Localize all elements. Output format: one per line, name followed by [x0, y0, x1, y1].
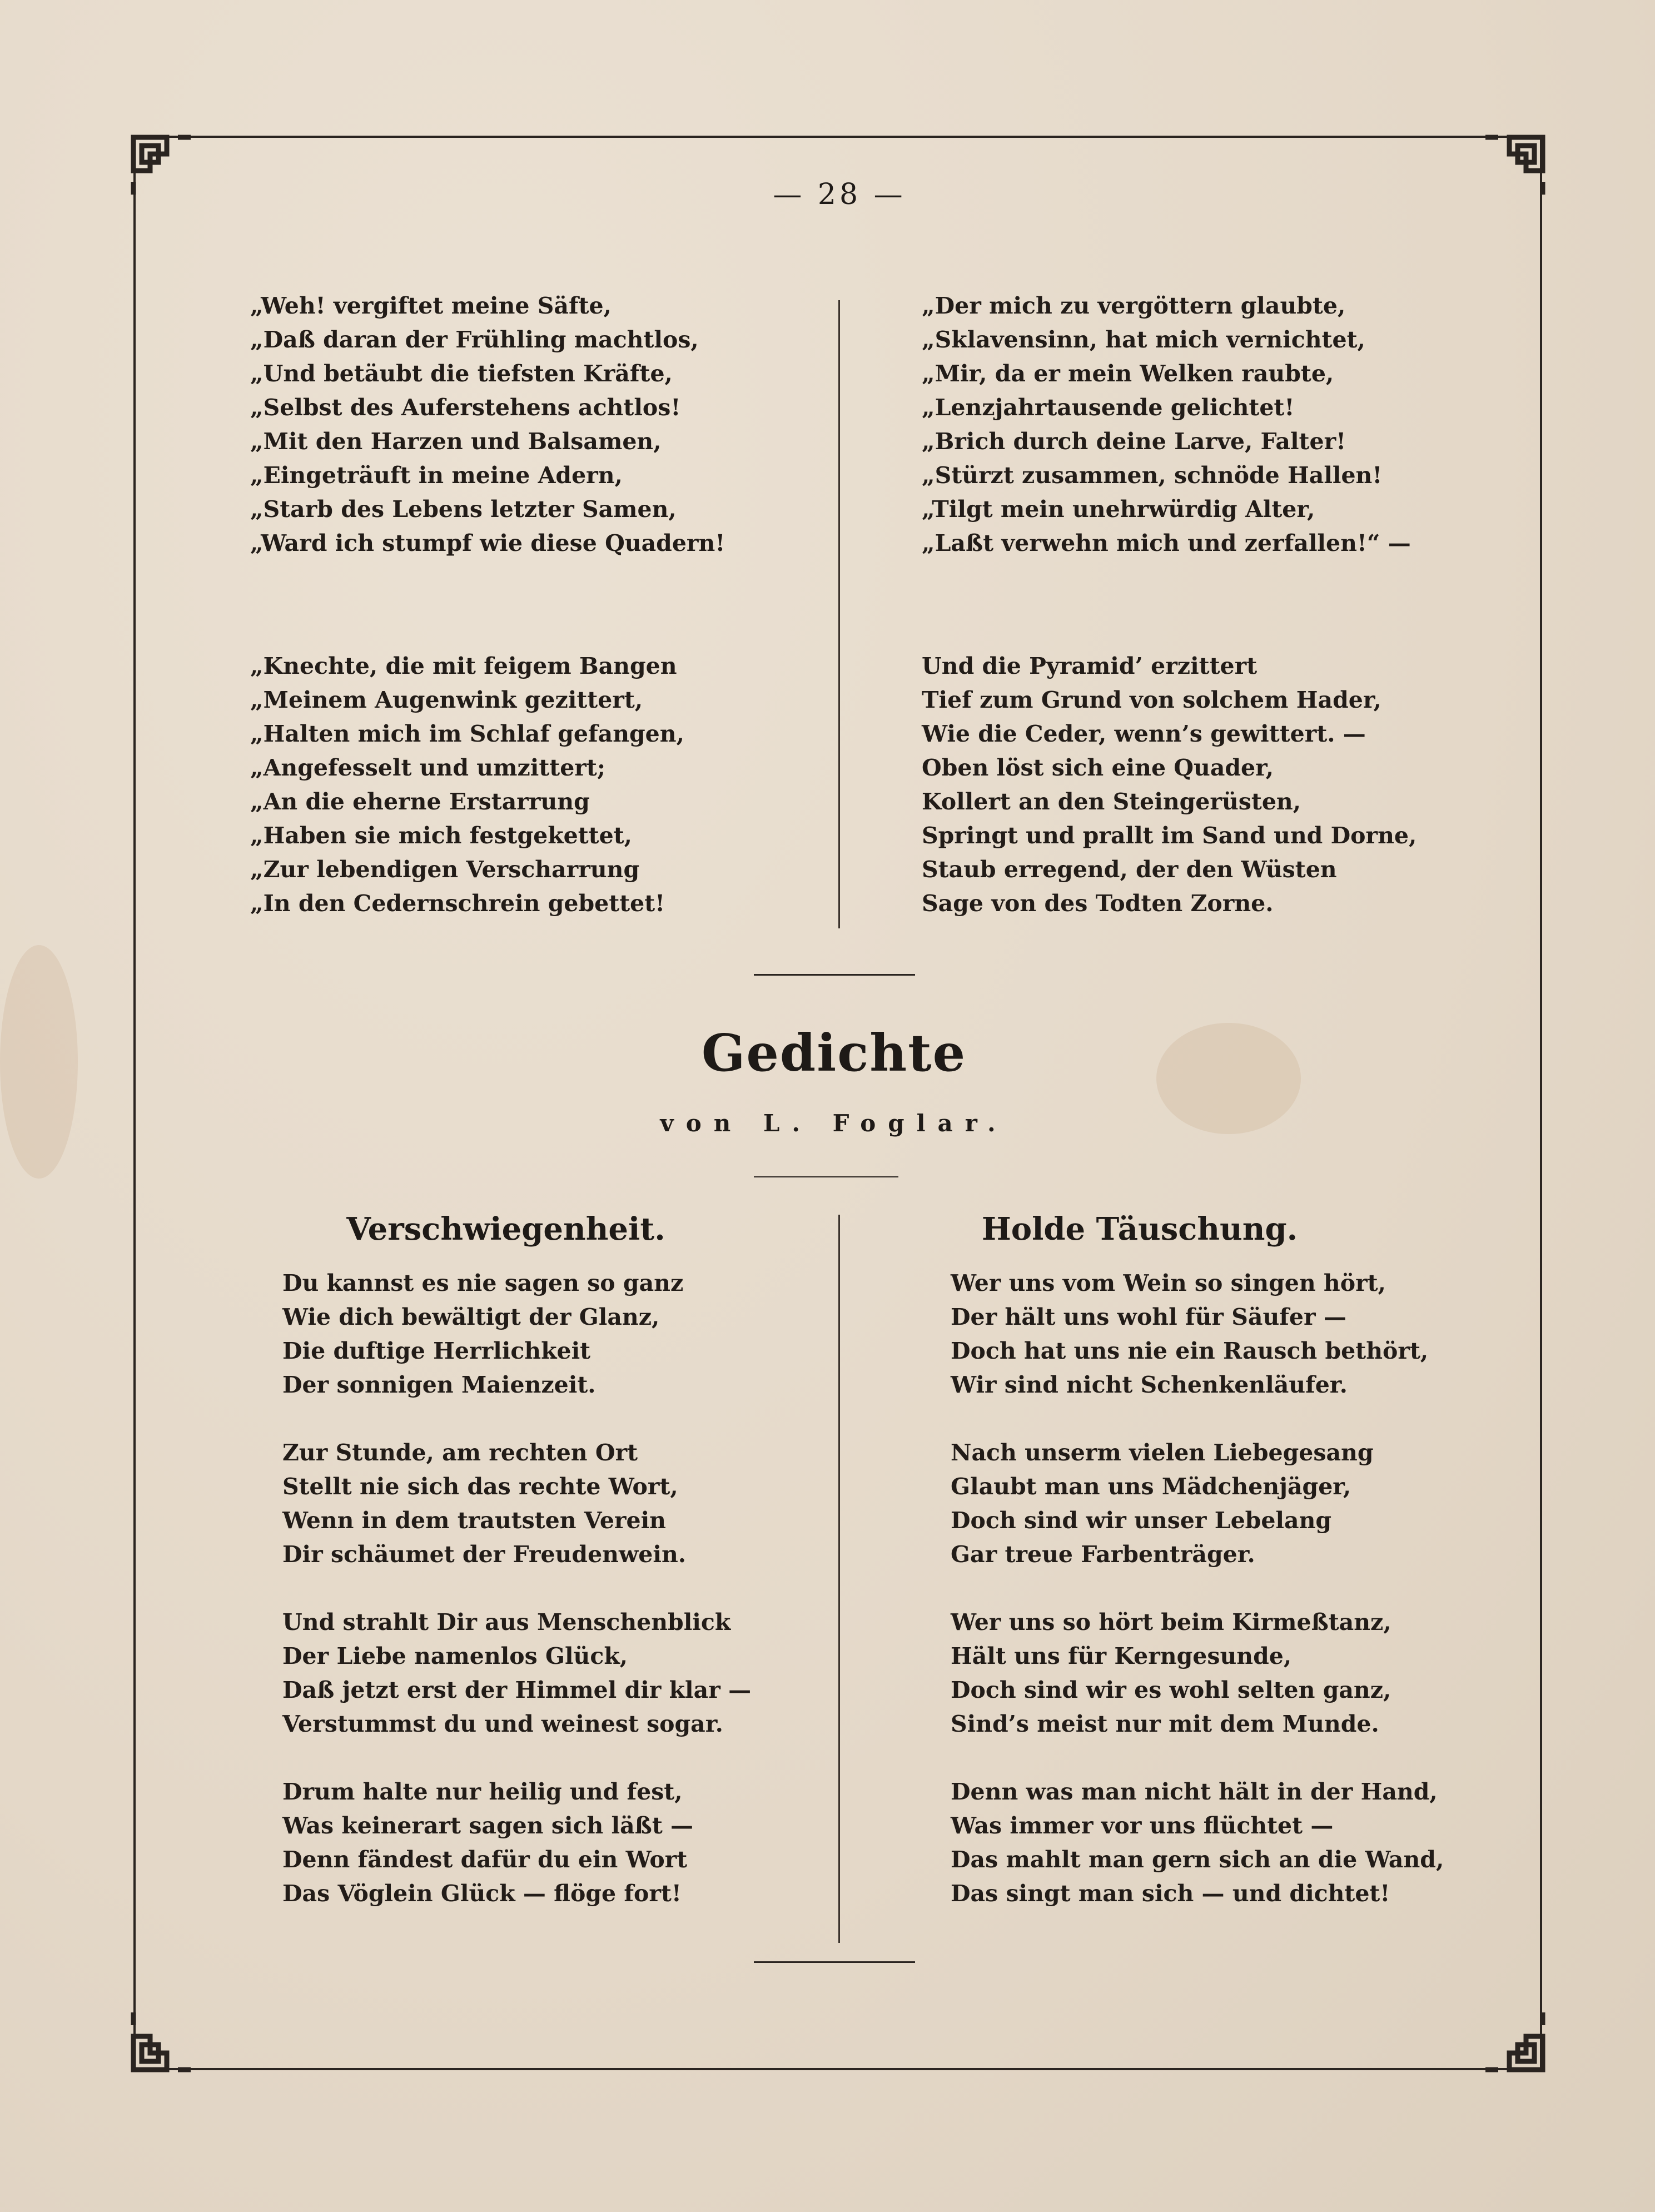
verse-line: „Selbst des Auferstehens achtlos!: [250, 394, 681, 421]
verse-line: Der hält uns wohl für Säufer —: [951, 1304, 1346, 1330]
section-rule: [754, 974, 915, 976]
verse-line: „Ward ich stumpf wie diese Quadern!: [250, 530, 725, 556]
author-byline: von L. Foglar.: [660, 1110, 1008, 1137]
verse-line: „Der mich zu vergöttern glaubte,: [922, 292, 1346, 319]
stanza: [282, 1605, 751, 1741]
verse-line: Sind’s meist nur mit dem Munde.: [951, 1711, 1379, 1737]
column-divider: [838, 300, 840, 928]
verse-line: Und die Pyramid’ erzittert: [922, 653, 1258, 679]
verse-line: Oben löst sich eine Quader,: [922, 754, 1274, 781]
verse-line: „Halten mich im Schlaf gefangen,: [250, 720, 684, 747]
stanza: [250, 649, 684, 921]
stanza: [282, 1775, 693, 1911]
verse-line: „Brich durch deine Larve, Falter!: [922, 428, 1346, 455]
paper-stain: [0, 945, 78, 1179]
verse-line: „Meinem Augenwink gezittert,: [250, 687, 643, 713]
verse-line: Tief zum Grund von solchem Hader,: [922, 687, 1381, 713]
verse-line: Das singt man sich — und dichtet!: [951, 1880, 1390, 1907]
verse-line: Zur Stunde, am rechten Ort: [282, 1439, 638, 1466]
verse-line: „Stürzt zusammen, schnöde Hallen!: [922, 462, 1383, 489]
stanza: [282, 1436, 686, 1572]
stanza: [250, 289, 725, 560]
stanza: [951, 1436, 1373, 1572]
verse-line: „Starb des Lebens letzter Samen,: [250, 496, 677, 523]
verse-line: Der Liebe namenlos Glück,: [282, 1643, 628, 1669]
verse-line: „Weh! vergiftet meine Säfte,: [250, 292, 612, 319]
verse-line: Wenn in dem trautsten Verein: [282, 1507, 666, 1534]
verse-line: Sage von des Todten Zorne.: [922, 890, 1274, 917]
verse-line: Gar treue Farbenträger.: [951, 1541, 1255, 1568]
verse-line: Daß jetzt erst der Himmel dir klar —: [282, 1677, 752, 1703]
verse-line: Springt und prallt im Sand und Dorne,: [922, 822, 1417, 849]
verse-line: Doch hat uns nie ein Rausch bethört,: [951, 1338, 1429, 1364]
verse-line: Wie dich bewältigt der Glanz,: [282, 1304, 660, 1330]
stanza: [951, 1266, 1428, 1402]
stanza: [951, 1775, 1444, 1911]
verse-line: „Haben sie mich festgekettet,: [250, 822, 632, 849]
verse-line: „Angefesselt und umzittert;: [250, 754, 605, 781]
stanza: [282, 1266, 683, 1402]
verse-line: Und strahlt Dir aus Menschenblick: [282, 1609, 731, 1636]
verse-line: Die duftige Herrlichkeit: [282, 1338, 591, 1364]
verse-line: „Eingeträuft in meine Adern,: [250, 462, 623, 489]
verse-line: „Mir, da er mein Welken raubte,: [922, 360, 1334, 387]
poem-title: Verschwiegenheit.: [346, 1211, 665, 1247]
corner-ornament-icon: [1479, 2006, 1551, 2078]
verse-line: Glaubt man uns Mädchenjäger,: [951, 1473, 1351, 1500]
verse-line: Das mahlt man gern sich an die Wand,: [951, 1846, 1444, 1873]
verse-line: Wir sind nicht Schenkenläufer.: [951, 1371, 1348, 1398]
verse-line: „Daß daran der Frühling machtlos,: [250, 326, 699, 353]
stanza: [922, 289, 1411, 560]
verse-line: „Knechte, die mit feigem Bangen: [250, 653, 677, 679]
verse-line: Dir schäumet der Freudenwein.: [282, 1541, 687, 1568]
corner-ornament-icon: [125, 2006, 197, 2078]
verse-line: Denn fändest dafür du ein Wort: [282, 1846, 688, 1873]
verse-line: Was immer vor uns flüchtet —: [951, 1812, 1334, 1839]
verse-line: Kollert an den Steingerüsten,: [922, 788, 1301, 815]
stanza: [922, 649, 1417, 921]
verse-line: Verstummst du und weinest sogar.: [282, 1711, 723, 1737]
verse-line: Staub erregend, der den Wüsten: [922, 856, 1337, 883]
verse-line: „Sklavensinn, hat mich vernichtet,: [922, 326, 1365, 353]
verse-line: Stellt nie sich das rechte Wort,: [282, 1473, 678, 1500]
section-rule: [754, 1961, 915, 1963]
page-number: — 28 —: [773, 178, 906, 211]
verse-line: Doch sind wir es wohl selten ganz,: [951, 1677, 1391, 1703]
verse-line: „Tilgt mein unehrwürdig Alter,: [922, 496, 1315, 523]
verse-line: Denn was man nicht hält in der Hand,: [951, 1778, 1438, 1805]
verse-line: Du kannst es nie sagen so ganz: [282, 1270, 684, 1296]
verse-line: „An die eherne Erstarrung: [250, 788, 590, 815]
verse-line: Wer uns so hört beim Kirmeßtanz,: [951, 1609, 1391, 1636]
verse-line: „Laßt verwehn mich und zerfallen!“ —: [922, 530, 1411, 556]
poem-title: Holde Täuschung.: [981, 1211, 1298, 1247]
verse-line: „Und betäubt die tiefsten Kräfte,: [250, 360, 673, 387]
verse-line: Wer uns vom Wein so singen hört,: [951, 1270, 1386, 1296]
verse-line: Das Vöglein Glück — flöge fort!: [282, 1880, 682, 1907]
corner-ornament-icon: [125, 129, 197, 201]
stanza: [951, 1605, 1391, 1741]
verse-line: „In den Cedernschrein gebettet!: [250, 890, 665, 917]
corner-ornament-icon: [1479, 129, 1551, 201]
section-title: Gedichte: [701, 1023, 967, 1083]
verse-line: „Mit den Harzen und Balsamen,: [250, 428, 662, 455]
verse-line: Nach unserm vielen Liebegesang: [951, 1439, 1374, 1466]
verse-line: Drum halte nur heilig und fest,: [282, 1778, 683, 1805]
verse-line: „Zur lebendigen Verscharrung: [250, 856, 640, 883]
verse-line: „Lenzjahrtausende gelichtet!: [922, 394, 1295, 421]
column-divider: [838, 1215, 840, 1943]
verse-line: Wie die Ceder, wenn’s gewittert. —: [922, 720, 1366, 747]
verse-line: Der sonnigen Maienzeit.: [282, 1371, 596, 1398]
verse-line: Hält uns für Kerngesunde,: [951, 1643, 1292, 1669]
verse-line: Doch sind wir unser Lebelang: [951, 1507, 1332, 1534]
section-rule: [754, 1176, 898, 1177]
verse-line: Was keinerart sagen sich läßt —: [282, 1812, 694, 1839]
